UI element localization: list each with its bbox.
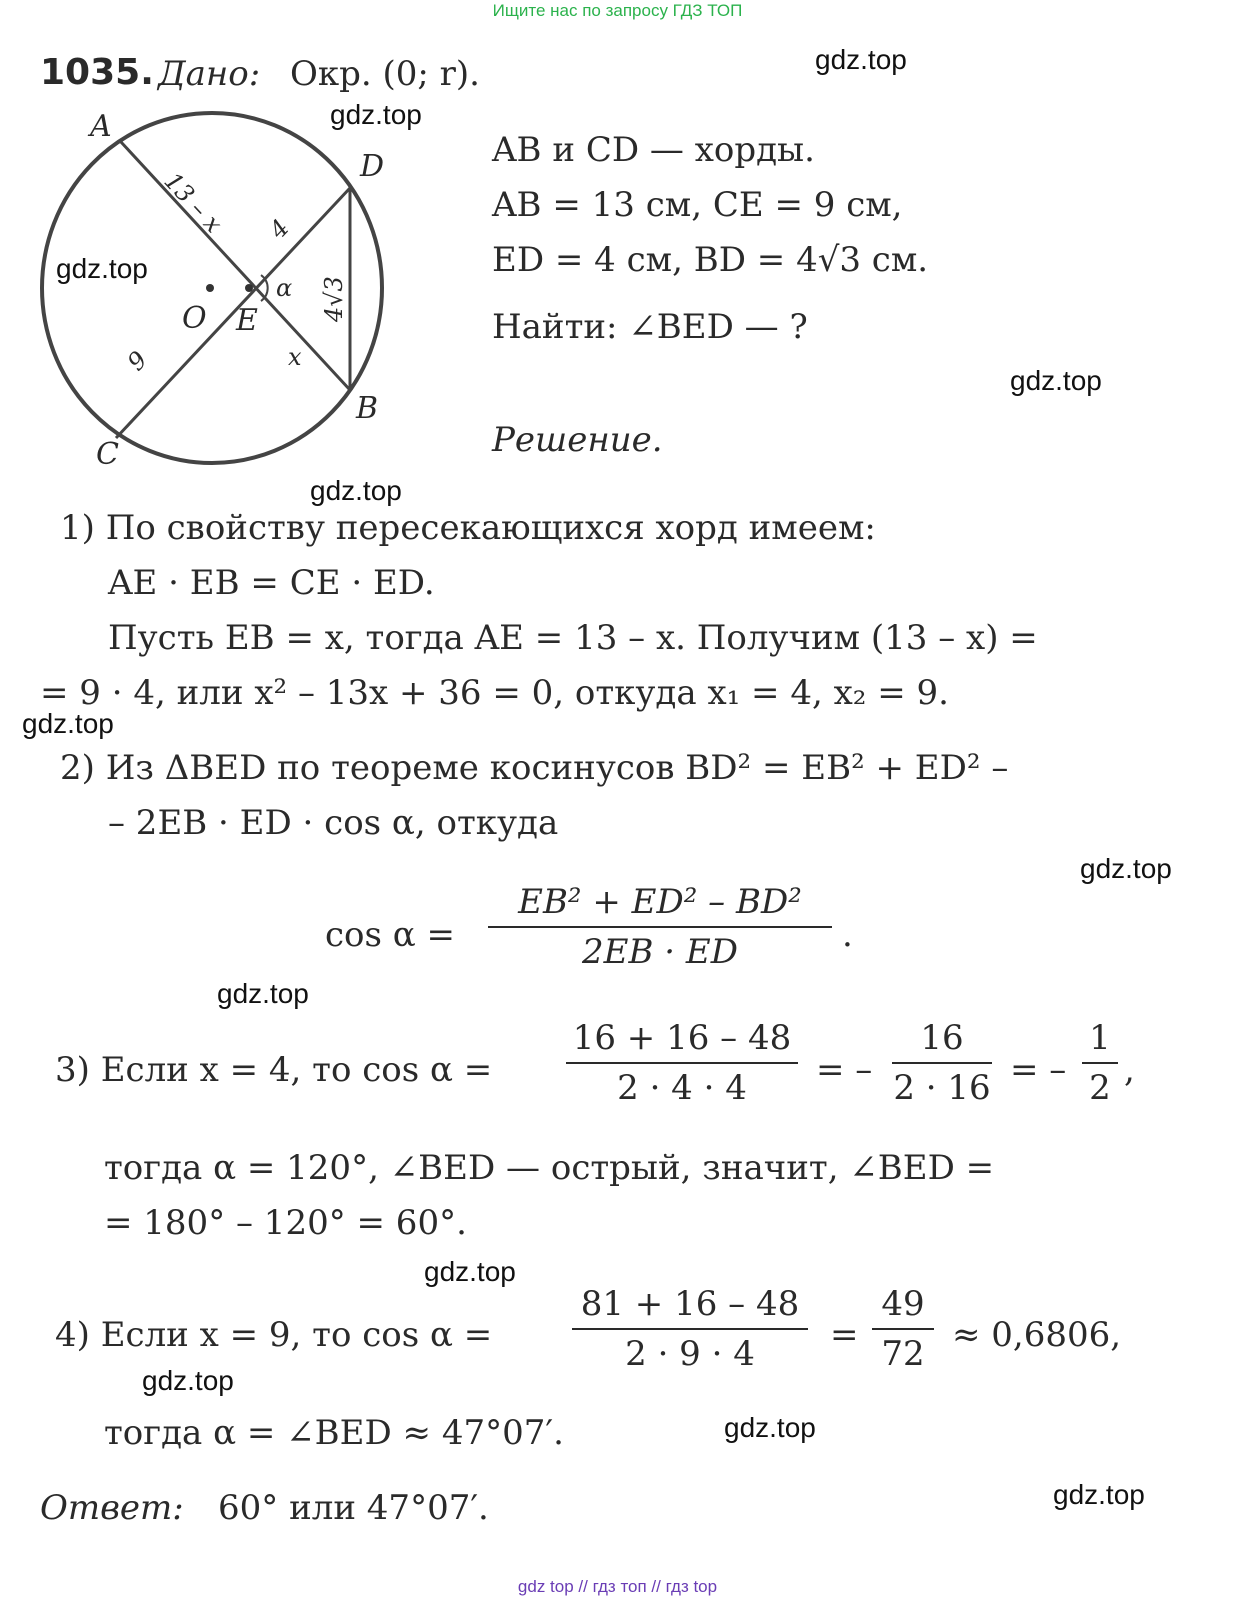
- step2-line1: 2) Из ΔBED по теореме косинусов BD² = EB² + ED² –: [60, 748, 1009, 788]
- formula-period: .: [842, 915, 853, 955]
- watermark: gdz.top: [1010, 365, 1102, 396]
- given-line-1: AB и CD — хорды.: [492, 130, 815, 170]
- step1-line4: = 9 · 4, или x² – 13x + 36 = 0, откуда x₁ = 4, x₂ = 9.: [40, 673, 949, 713]
- watermark: gdz.top: [22, 708, 114, 739]
- footer-links[interactable]: gdz top // гдз топ // гдз top: [517, 1577, 718, 1596]
- point-label-e: E: [236, 303, 258, 338]
- given-line-3: ED = 4 см, BD = 4√3 см.: [492, 240, 929, 280]
- point-label-b: B: [356, 391, 379, 426]
- step4-fraction-2: [872, 1284, 934, 1374]
- circle-chords-figure: [30, 100, 410, 480]
- watermark: gdz.top: [1080, 853, 1172, 884]
- step4-f2-num: 49: [881, 1284, 925, 1324]
- watermark: gdz.top: [424, 1256, 516, 1287]
- step3-comma: ,: [1124, 1050, 1135, 1090]
- point-label-d: D: [360, 149, 385, 184]
- step3-fraction-2: [892, 1018, 992, 1108]
- formula-denominator: 2EB · ED: [582, 932, 738, 972]
- segment-label-eb: x: [288, 343, 302, 371]
- step3-eq2: = –: [1010, 1050, 1067, 1090]
- step4-f1-den: 2 · 9 · 4: [625, 1334, 755, 1374]
- step4-line2: тогда α = ∠BED ≈ 47°07′.: [104, 1413, 564, 1453]
- chord-ab: [121, 142, 350, 390]
- segment-label-ce: 9: [121, 345, 153, 377]
- point-label-o: O: [182, 301, 207, 336]
- center-point: [206, 284, 214, 292]
- step2-line2: – 2EB · ED · cos α, откуда: [108, 803, 559, 843]
- step4-fraction-1: [572, 1284, 808, 1374]
- segment-label-ae: 13 – x: [158, 166, 228, 239]
- watermark: gdz.top: [330, 99, 422, 130]
- point-label-c: C: [96, 437, 119, 472]
- segment-label-ed: 4: [263, 213, 295, 245]
- step4-f2-den: 72: [881, 1334, 925, 1374]
- step3-f3-num: 1: [1089, 1018, 1111, 1058]
- step3-left: 3) Если x = 4, то cos α =: [55, 1050, 493, 1090]
- step3-f2-den: 2 · 16: [893, 1068, 991, 1108]
- solution-heading: Решение.: [492, 420, 663, 460]
- watermark: gdz.top: [815, 44, 907, 75]
- step3-f3-den: 2: [1089, 1068, 1111, 1108]
- watermark: gdz.top: [310, 475, 402, 506]
- problem-number: 1035.: [40, 52, 154, 93]
- formula-fraction: [488, 882, 832, 972]
- point-label-a: A: [90, 109, 112, 144]
- step3-f1-num: 16 + 16 – 48: [572, 1018, 792, 1058]
- watermark: gdz.top: [217, 978, 309, 1009]
- find-line: Найти: ∠BED — ?: [492, 307, 808, 347]
- step4-approx: ≈ 0,6806,: [952, 1315, 1122, 1355]
- watermark: gdz.top: [56, 253, 148, 284]
- intersection-point: [245, 284, 253, 292]
- watermark: gdz.top: [1053, 1479, 1145, 1510]
- step1-line2: AE · EB = CE · ED.: [108, 563, 435, 603]
- angle-label-alpha: α: [276, 274, 293, 302]
- step3-line2: тогда α = 120°, ∠BED — острый, значит, ∠BED =: [104, 1148, 995, 1188]
- segment-label-bd: 4√3: [320, 276, 348, 322]
- step4-f1-num: 81 + 16 – 48: [580, 1284, 800, 1324]
- given-line-2: AB = 13 см, CE = 9 см,: [492, 185, 903, 225]
- given-circle: Окр. (0; r).: [290, 54, 480, 94]
- given-label: Дано:: [158, 54, 261, 94]
- step1-line3: Пусть EB = x, тогда AE = 13 – x. Получим (13 – x) =: [108, 618, 1038, 658]
- step3-f1-den: 2 · 4 · 4: [617, 1068, 747, 1108]
- step3-eq1: = –: [816, 1050, 873, 1090]
- step4-eq1: =: [830, 1315, 859, 1355]
- formula-left: cos α =: [325, 915, 456, 955]
- answer-label: Ответ:: [40, 1488, 184, 1528]
- watermark: gdz.top: [142, 1365, 234, 1396]
- step3-line3: = 180° – 120° = 60°.: [104, 1203, 467, 1243]
- search-banner: Ищите нас по запросу ГДЗ ТОП: [492, 1, 743, 20]
- step3-f2-num: 16: [920, 1018, 964, 1058]
- step3-fraction-3: [1082, 1018, 1118, 1108]
- step1-line1: 1) По свойству пересекающихся хорд имеем:: [60, 508, 876, 548]
- step4-left: 4) Если x = 9, то cos α =: [55, 1315, 493, 1355]
- chord-cd: [116, 188, 350, 438]
- watermark: gdz.top: [724, 1412, 816, 1443]
- step3-fraction-1: [566, 1018, 798, 1108]
- formula-numerator: EB² + ED² – BD²: [518, 882, 802, 922]
- answer-text: 60° или 47°07′.: [218, 1488, 489, 1528]
